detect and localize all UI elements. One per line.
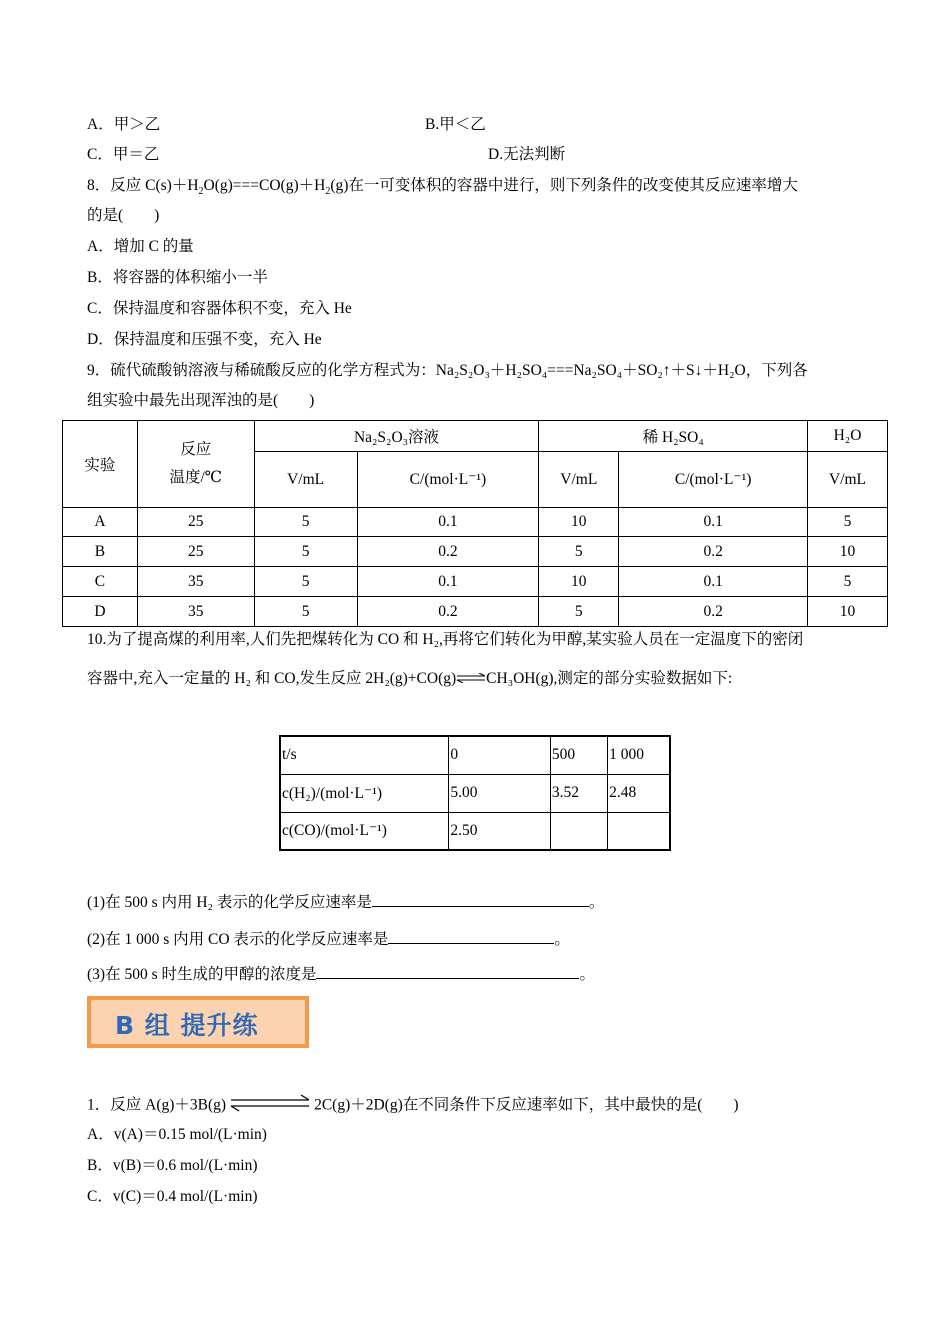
subheader-volume: V/mL bbox=[539, 452, 619, 508]
q10-part3 bbox=[87, 963, 595, 985]
table-cell: c(H₂)/(mol·L⁻¹) bbox=[280, 774, 449, 812]
table-cell: 0.1 bbox=[357, 567, 539, 597]
table-cell: D bbox=[63, 597, 138, 627]
q9-data-table bbox=[62, 420, 888, 627]
table-cell: 25 bbox=[137, 508, 254, 537]
q10-part2-end: 。 bbox=[554, 931, 570, 948]
answer-blank[interactable] bbox=[388, 928, 554, 944]
section-banner-title: B 组 提升练 bbox=[115, 1011, 259, 1040]
table-cell: 5 bbox=[808, 567, 888, 597]
subheader-volume: V/mL bbox=[808, 452, 888, 508]
q8-option-c: C．保持温度和容器体积不变，充入 He bbox=[87, 300, 352, 317]
b1-stem-part: 1．反应 A(g)＋3B(g) bbox=[87, 1096, 227, 1114]
subheader-concentration: C/(mol·L⁻¹) bbox=[357, 452, 539, 508]
q7-option-a: A．甲＞乙 bbox=[87, 116, 161, 133]
table-cell: 0.1 bbox=[619, 508, 808, 537]
b1-stem-part: 2C(g)＋2D(g)在不同条件下反应速率如下，其中最快的是( ) bbox=[314, 1096, 739, 1114]
answer-blank[interactable] bbox=[372, 891, 589, 907]
b1-stem bbox=[87, 1094, 739, 1118]
table-cell bbox=[550, 812, 607, 850]
table-cell: 0.2 bbox=[619, 597, 808, 627]
section-banner bbox=[87, 996, 309, 1048]
b1-option-b: B．v(B)＝0.6 mol/(L·min) bbox=[87, 1157, 258, 1174]
table-row bbox=[63, 567, 888, 597]
answer-blank[interactable] bbox=[316, 963, 579, 979]
table-cell: 10 bbox=[539, 508, 619, 537]
q10-part1 bbox=[87, 891, 604, 913]
table-cell: 0.2 bbox=[357, 537, 539, 567]
q8-stem-line2: 的是( ) bbox=[87, 207, 160, 224]
q7-option-b: B.甲＜乙 bbox=[425, 116, 486, 133]
table-cell: 5 bbox=[808, 508, 888, 537]
header-experiment: 实验 bbox=[63, 421, 138, 508]
q10-stem-part: 容器中,充入一定量的 H₂ 和 CO,发生反应 2H₂(g)+CO(g) bbox=[87, 670, 457, 687]
table-cell: 0.2 bbox=[357, 597, 539, 627]
table-cell bbox=[608, 812, 670, 850]
table-cell: 5 bbox=[254, 537, 357, 567]
table-cell: 5 bbox=[539, 537, 619, 567]
q8-stem-part: (g)在一可变体积的容器中进行，则下列条件的改变使其反应速率增大 bbox=[330, 177, 798, 194]
q10-stem-part: CH₃OH(g),测定的部分实验数据如下: bbox=[486, 670, 733, 687]
table-cell: A bbox=[63, 508, 138, 537]
table-cell: c(CO)/(mol·L⁻¹) bbox=[280, 812, 449, 850]
table-row bbox=[280, 812, 670, 850]
q8-stem-line1: 8．反应 $C(s)+H_2O(g)===CO(g)+H_2(g)$在一可变体积的容器中进行，则下列条件的改变使其反应速率增大 bbox=[87, 177, 798, 198]
header-na2s2o3: Na₂S₂O₃溶液 bbox=[254, 421, 539, 452]
q8-stem-part: 8．反应 C(s)＋H bbox=[87, 177, 199, 194]
q10-part1-text: (1)在 500 s 内用 H₂ 表示的化学反应速率是 bbox=[87, 894, 372, 911]
q10-stem-line2 bbox=[87, 669, 732, 689]
q10-data-table bbox=[279, 735, 671, 851]
table-cell: 500 bbox=[550, 736, 607, 774]
q7-option-c: C．甲＝乙 bbox=[87, 146, 160, 163]
table-row bbox=[280, 736, 670, 774]
table-cell: 0.1 bbox=[619, 567, 808, 597]
table-cell: 0 bbox=[449, 736, 551, 774]
table-cell: 1 000 bbox=[608, 736, 670, 774]
q10-part3-text: (3)在 500 s 时生成的甲醇的浓度是 bbox=[87, 966, 317, 983]
header-temp-line2: 温度/℃ bbox=[169, 469, 223, 486]
table-cell: t/s bbox=[280, 736, 449, 774]
q10-part2-text: (2)在 1 000 s 内用 CO 表示的化学反应速率是 bbox=[87, 931, 389, 948]
subheader-volume: V/mL bbox=[254, 452, 357, 508]
header-h2so4: 稀 H₂SO₄ bbox=[539, 421, 808, 452]
b1-option-c: C．v(C)＝0.4 mol/(L·min) bbox=[87, 1188, 258, 1205]
table-row bbox=[63, 537, 888, 567]
header-h2o: H₂O bbox=[808, 421, 888, 452]
table-cell: 35 bbox=[137, 567, 254, 597]
subheader-concentration: C/(mol·L⁻¹) bbox=[619, 452, 808, 508]
table-cell: C bbox=[63, 567, 138, 597]
table-cell: 5 bbox=[254, 508, 357, 537]
equilibrium-arrow-icon bbox=[229, 1094, 311, 1118]
table-cell: 10 bbox=[539, 567, 619, 597]
table-cell: 25 bbox=[137, 537, 254, 567]
q10-part3-end: 。 bbox=[579, 966, 595, 983]
q8-option-d: D．保持温度和压强不变，充入 He bbox=[87, 331, 322, 348]
q10-part1-end: 。 bbox=[588, 894, 605, 911]
header-temp-line1: 反应 bbox=[180, 441, 212, 458]
q9-stem-line1: 9．硫代硫酸钠溶液与稀硫酸反应的化学方程式为：Na₂S₂O₃＋H₂SO₄===Na₂SO₄＋SO₂↑＋S↓＋H₂O，下列各 bbox=[87, 362, 808, 379]
equilibrium-arrow-icon bbox=[456, 669, 486, 689]
table-cell: 5 bbox=[539, 597, 619, 627]
table-cell: 0.2 bbox=[619, 537, 808, 567]
b1-option-a: A．v(A)＝0.15 mol/(L·min) bbox=[87, 1126, 267, 1143]
q7-option-d: D.无法判断 bbox=[488, 146, 566, 163]
header-temperature bbox=[137, 421, 254, 508]
table-row bbox=[63, 508, 888, 537]
table-cell: 35 bbox=[137, 597, 254, 627]
table-cell: 2.48 bbox=[608, 774, 670, 812]
table-cell: B bbox=[63, 537, 138, 567]
q9-stem-line2: 组实验中最先出现浑浊的是( ) bbox=[87, 392, 315, 409]
table-cell: 10 bbox=[808, 597, 888, 627]
q10-part2 bbox=[87, 928, 570, 950]
q8-option-a: A．增加 C 的量 bbox=[87, 238, 194, 255]
table-cell: 3.52 bbox=[550, 774, 607, 812]
table-cell: 2.50 bbox=[449, 812, 551, 850]
table-row bbox=[280, 774, 670, 812]
table-cell: 5 bbox=[254, 567, 357, 597]
q8-stem-part: O(g)===CO(g)＋H bbox=[203, 177, 326, 194]
table-row bbox=[63, 597, 888, 627]
table-cell: 10 bbox=[808, 537, 888, 567]
table-cell: 0.1 bbox=[357, 508, 539, 537]
table-cell: 5 bbox=[254, 597, 357, 627]
table-cell: 5.00 bbox=[449, 774, 551, 812]
q8-option-b: B．将容器的体积缩小一半 bbox=[87, 269, 268, 286]
q10-stem-line1: 10.为了提高煤的利用率,人们先把煤转化为 CO 和 H₂,再将它们转化为甲醇,某实验人员在一定温度下的密闭 bbox=[87, 631, 804, 648]
